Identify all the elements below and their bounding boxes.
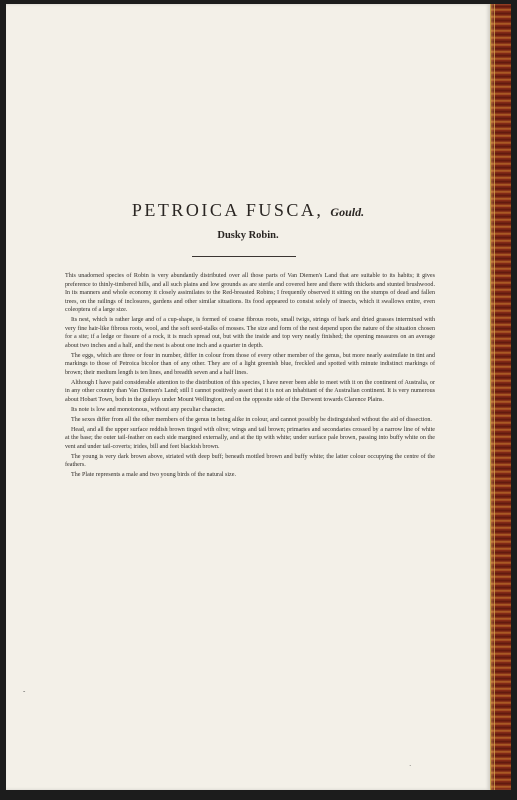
common-name: Dusky Robin. bbox=[217, 230, 279, 241]
paragraph: The eggs, which are three or four in number, differ in colour from those of every other member of the genus, but more nearly assimilate in tint and markings to those of Petroica bicolor than of any other. They are of a light greenish blue, freckled and spotted with minute indistinct markings of brown; their medium length is ten lines, and breadth seven and a half lines. bbox=[65, 352, 435, 376]
species-name: PETROICA FUSCA, bbox=[131, 200, 324, 220]
paragraph: Its note is low and monotonous, without any peculiar character. bbox=[71, 406, 226, 413]
paragraph: Its nest, which is rather large and of a cup-shape, is formed of coarse fibrous roots, small twigs, strings of bark and dried grasses intermixed with very fine hair-like fibrous roots, wool, and the soft seed-stalks of mosses. The size and form of the nest depend upon the nature of the situation chosen for a site; if a ledge or fissure of a rock, it is much spread out, but with the inside and top very neatly finished; the opening measures on an average about two inches and a half, and the nest is about one inch and a quarter in depth. bbox=[65, 317, 435, 349]
book-spine-edge bbox=[490, 4, 511, 790]
description-body bbox=[65, 272, 435, 481]
title-rule bbox=[192, 256, 296, 257]
margin-mark-left: - bbox=[23, 687, 26, 695]
paragraph: This unadorned species of Robin is very abundantly distributed over all those parts of Van Diemen's Land that are suitable to its habits; it gives preference to thinly-timbered hills, and all such plains and low grounds as are sterile and covered here and there with thickets and stunted brushwood. In its manners and whole economy it closely assimilates to the Red-breasted Robins; I frequently observed it sitting on the stumps of dead and fallen trees, on the railings of inclosures, gardens and other similar situations. Its food appeared to consist solely of insects, which it swallows entire, even coleoptera of a large size. bbox=[65, 273, 435, 313]
species-title bbox=[6, 200, 490, 221]
paragraph: Although I have paid considerable attention to the distribution of this species, I have never been able to meet with it on the continent of Australia, or in any other country than Van Diemen's Land; still I cannot positively assert that it is not an inhabitant of the Australian continent. It is very numerous about Hobart Town, both in the gulleys under Mount Wellington, and on the opposite side of the Derwent towards Clarence Plains. bbox=[65, 379, 435, 403]
paragraph: Head, and all the upper surface reddish brown tinged with olive; wings and tail brown; primaries and secondaries crossed by a narrow line of white at the base; the outer tail-feather on each side margined externally, and at the tip with white; under surface pale brown, passing into buffy white on the vent and under tail-coverts; irides, bill and feet blackish brown. bbox=[65, 426, 435, 450]
paragraph: The young is very dark brown above, striated with deep buff; beneath mottled brown and buffy white; the latter colour occupying the centre of the feathers. bbox=[65, 453, 435, 468]
paragraph: The sexes differ from all the other members of the genus in being alike in colour, and cannot possibly be distinguished without the aid of dissection. bbox=[71, 416, 432, 423]
species-author: Gould. bbox=[330, 205, 365, 219]
book-page bbox=[6, 4, 490, 790]
paragraph: The Plate represents a male and two young birds of the natural size. bbox=[71, 472, 236, 478]
margin-mark-right: · bbox=[409, 762, 412, 770]
